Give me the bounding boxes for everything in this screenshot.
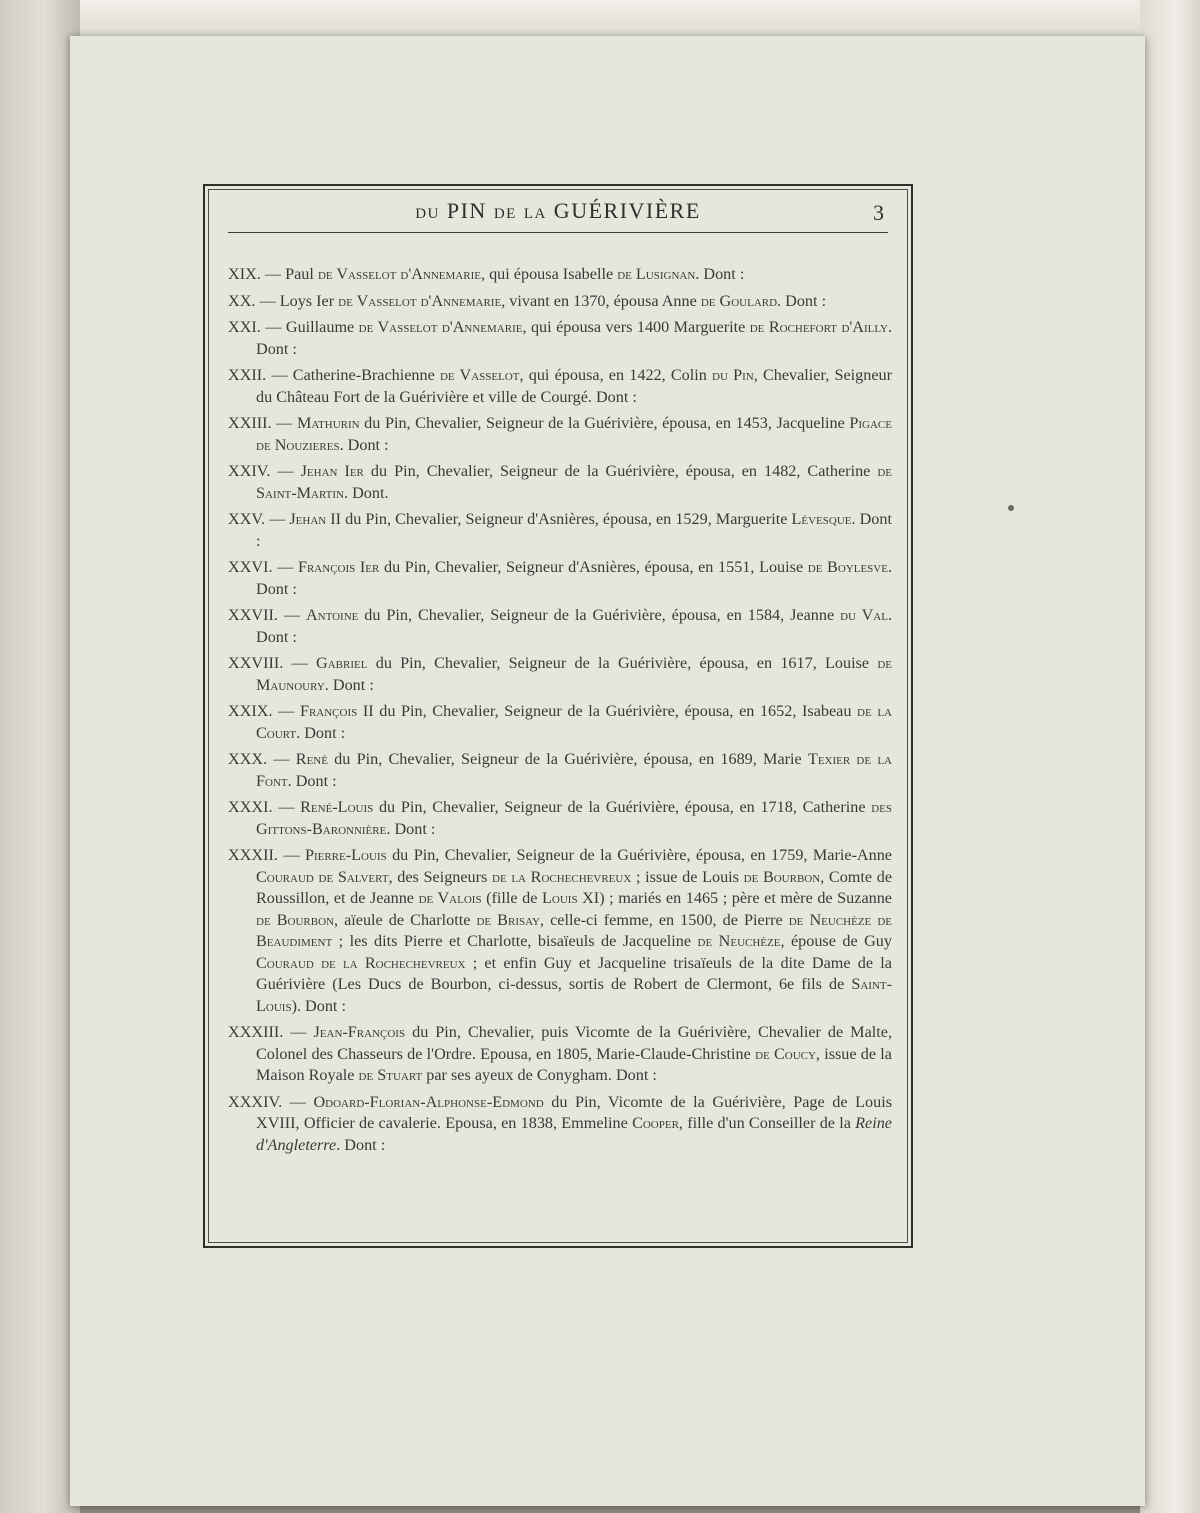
entry-text: Paul bbox=[281, 265, 318, 283]
entry-text: Cooper bbox=[632, 1114, 679, 1132]
page-number: 3 bbox=[873, 200, 884, 225]
genealogy-entry bbox=[228, 749, 892, 792]
running-header bbox=[228, 196, 888, 233]
entry-text: Louis XI bbox=[542, 889, 600, 907]
entry-text: Reine d'Angleterre bbox=[256, 1114, 892, 1154]
entry-text: de Vasselot bbox=[439, 366, 520, 384]
entry-numeral: XIX. — bbox=[228, 265, 282, 283]
entry-text: , épouse de Guy bbox=[780, 932, 892, 950]
entry-text: du Pin, Chevalier, puis Vicomte de la Guérivière, Chevalier de Malte, Colonel des Chasseurs de l'Ordre. Epousa, en 1805, Marie-Claude-Christine bbox=[256, 1023, 892, 1063]
entry-text: de Vasselot d'Annemarie bbox=[358, 318, 523, 336]
entry-text: ; issue de Louis bbox=[631, 867, 744, 886]
entry-text: ) ; mariés en 1465 ; père et mère de Suzanne bbox=[599, 889, 892, 907]
genealogy-entry bbox=[228, 291, 892, 313]
entry-text: Jehan Ier bbox=[300, 462, 364, 480]
entry-text: de Coucy bbox=[755, 1044, 816, 1063]
genealogy-entry bbox=[228, 605, 892, 648]
genealogy-entry bbox=[228, 365, 892, 408]
entry-text: de Maunoury bbox=[256, 654, 893, 694]
entry-text: du Pin, Vicomte de la Guérivière, Page de Louis XVIII, Officier de cavalerie. Epousa, en 1838, Emmeline bbox=[256, 1092, 893, 1132]
entry-text: Pigace de Nouzieres bbox=[256, 414, 892, 454]
entry-text: René-Louis bbox=[300, 798, 374, 816]
entry-text: , aïeule de Charlotte bbox=[333, 910, 477, 929]
entry-text: . Dont : bbox=[256, 510, 892, 550]
entry-text: Odoard-Florian-Alphonse-Edmond bbox=[313, 1092, 544, 1111]
entry-text: du Pin, Chevalier, Seigneur de la Guérivière, épousa, en 1718, Catherine bbox=[373, 798, 872, 816]
entry-text: . Dont. bbox=[344, 483, 389, 502]
entry-numeral: XXVII. — bbox=[228, 606, 301, 624]
entry-numeral: XX. — bbox=[228, 291, 276, 310]
genealogy-entry bbox=[228, 653, 892, 696]
header-title: du PIN de la GUÉRIVIÈRE bbox=[415, 198, 701, 223]
entry-numeral: XXXIV. — bbox=[228, 1092, 306, 1111]
entry-text: par ses ayeux de Conygham. Dont : bbox=[422, 1066, 657, 1084]
entry-text: , qui épousa Isabelle bbox=[480, 265, 618, 283]
entry-numeral: XXXI. — bbox=[228, 798, 295, 816]
entry-text: du Pin, Chevalier, Seigneur de la Guérivière, épousa, en 1453, Jacqueline bbox=[359, 414, 850, 432]
entry-text: . Dont : bbox=[296, 723, 346, 742]
entry-text: , celle-ci femme, en 1500, de Pierre bbox=[539, 910, 789, 929]
entry-text: . Dont : bbox=[336, 1135, 386, 1154]
entry-text: des Gittons-Baronnière bbox=[256, 798, 892, 838]
paper-spot bbox=[1008, 505, 1014, 511]
entry-text: de Stuart bbox=[358, 1066, 423, 1084]
entry-text: . Dont : bbox=[324, 675, 374, 694]
entry-text: du Pin, Chevalier, Seigneur de la Guérivière, épousa, en 1759, Marie-Anne bbox=[386, 846, 892, 864]
entry-text: du Pin, Chevalier, Seigneur de la Guérivière, épousa, en 1617, Louise bbox=[367, 654, 878, 672]
entry-text: du Val bbox=[840, 606, 888, 624]
entry-text: Jehan II bbox=[289, 510, 342, 528]
genealogy-entry bbox=[228, 317, 892, 360]
entry-text: du Pin, Chevalier, Seigneur d'Asnières, épousa, en 1529, Marguerite bbox=[341, 510, 792, 528]
entry-text: de Brisay bbox=[476, 910, 540, 929]
genealogy-entry bbox=[228, 509, 892, 552]
entry-text: du Pin, Chevalier, Seigneur de la Guérivière, épousa, en 1482, Catherine bbox=[363, 462, 878, 480]
entry-numeral: XXVIII. — bbox=[228, 654, 308, 672]
entry-numeral: XXIII. — bbox=[228, 414, 293, 432]
entry-text: du Pin bbox=[712, 366, 754, 384]
entry-text: de la Court bbox=[256, 702, 892, 742]
genealogy-entry bbox=[228, 264, 892, 286]
genealogy-entry bbox=[228, 461, 892, 504]
genealogy-entry bbox=[228, 797, 892, 840]
entry-text: du Pin, Chevalier, Seigneur d'Asnières, épousa, en 1551, Louise bbox=[379, 558, 808, 576]
entry-text: François II bbox=[299, 702, 374, 720]
entry-numeral: XXI. — bbox=[228, 318, 282, 336]
entry-text: . Dont : bbox=[695, 265, 745, 283]
entry-text: ; et enfin Guy et Jacqueline trisaïeuls de la dite Dame de la Guérivière (Les Ducs de Bourbon, ci-dessus, sortis de Robert de Clermont, 6e fils de bbox=[256, 953, 892, 993]
entry-text: de Neuchèze bbox=[697, 932, 781, 950]
entry-text: , Comte de Roussillon, et de Jeanne bbox=[256, 867, 893, 907]
entry-text: Gabriel bbox=[316, 654, 368, 672]
book-top-edge bbox=[0, 0, 1200, 40]
genealogy-entry bbox=[228, 557, 892, 600]
genealogy-entry bbox=[228, 845, 892, 1017]
entry-text: de la Rochechevreux bbox=[492, 867, 632, 886]
genealogy-list bbox=[228, 264, 892, 1161]
entry-text: de Goulard bbox=[700, 291, 778, 310]
entry-text: ). Dont : bbox=[291, 996, 346, 1015]
entry-text: . Dont : bbox=[339, 435, 389, 454]
entry-text: de Vasselot d'Annemarie bbox=[317, 265, 481, 283]
entry-text: , qui épousa, en 1422, Colin bbox=[519, 366, 713, 384]
entry-text bbox=[294, 462, 301, 480]
entry-text: . Dont : bbox=[256, 606, 892, 646]
entry-text: Lévesque bbox=[791, 510, 852, 528]
entry-text: de Rochefort d'Ailly bbox=[749, 318, 888, 336]
entry-text: . Dont : bbox=[777, 291, 827, 310]
entry-text: , issue de la Maison Royale bbox=[256, 1044, 892, 1084]
entry-text: , qui épousa vers 1400 Marguerite bbox=[522, 318, 750, 336]
book-left-edge bbox=[0, 0, 80, 1513]
genealogy-entry bbox=[228, 701, 892, 744]
entry-text: Mathurin bbox=[296, 414, 360, 432]
entry-text: , des Seigneurs bbox=[388, 867, 493, 886]
entry-text: François Ier bbox=[297, 558, 380, 576]
entry-text: Couraud de la Rochechevreux bbox=[256, 953, 466, 972]
entry-text: ; les dits Pierre et Charlotte, bisaïeuls de Jacqueline bbox=[332, 932, 698, 950]
entry-text: de Saint-Martin bbox=[256, 462, 893, 502]
entry-text: de Neuchèze de Beaudiment bbox=[256, 910, 892, 950]
entry-text: de Bourbon bbox=[743, 867, 821, 886]
entry-text: Jean-François bbox=[313, 1023, 406, 1041]
entry-text: , Chevalier, Seigneur du Château Fort de la Guérivière et ville de Courgé. Dont : bbox=[256, 366, 892, 406]
entry-text: Loys Ier bbox=[275, 291, 339, 310]
entry-numeral: XXIV. — bbox=[228, 462, 294, 480]
genealogy-entry bbox=[228, 1022, 892, 1087]
entry-text: René bbox=[295, 750, 328, 768]
entry-text: Couraud de Salvert bbox=[256, 867, 389, 886]
entry-text bbox=[306, 1023, 313, 1041]
entry-text: de Boylesve bbox=[807, 558, 888, 576]
entry-text: . Dont : bbox=[256, 318, 892, 358]
genealogy-entry bbox=[228, 413, 892, 456]
entry-numeral: XXXII. — bbox=[228, 846, 300, 864]
entry-text: Guillaume bbox=[281, 318, 359, 336]
entry-text: Texier de la Font bbox=[256, 750, 892, 790]
entry-text: Antoine bbox=[305, 606, 359, 624]
entry-text: de Valois bbox=[418, 889, 482, 907]
entry-text: . Dont : bbox=[386, 819, 436, 838]
entry-text: , vivant en 1370, épousa Anne bbox=[501, 291, 701, 310]
entry-numeral: XXII. — bbox=[228, 366, 288, 384]
entry-text: de Bourbon bbox=[256, 910, 334, 929]
book-right-edge bbox=[1140, 0, 1200, 1513]
genealogy-entry bbox=[228, 1092, 892, 1157]
entry-text: du Pin, Chevalier, Seigneur de la Guérivière, épousa, en 1584, Jeanne bbox=[358, 606, 841, 624]
entry-numeral: XXIX. — bbox=[228, 702, 295, 720]
entry-text: de Vasselot d'Annemarie bbox=[338, 291, 502, 310]
entry-numeral: XXXIII. — bbox=[228, 1023, 307, 1041]
entry-text: du Pin, Chevalier, Seigneur de la Guérivière, épousa, en 1689, Marie bbox=[327, 750, 808, 768]
entry-text: . Dont : bbox=[256, 558, 892, 598]
entry-text: de Lusignan bbox=[617, 265, 696, 283]
entry-text: . Dont : bbox=[287, 771, 337, 790]
entry-text: (fille de bbox=[481, 889, 542, 907]
entry-text: du Pin, Chevalier, Seigneur de la Guérivière, épousa, en 1652, Isabeau bbox=[373, 702, 858, 720]
entry-text bbox=[308, 654, 316, 672]
entry-text: Catherine-Brachienne bbox=[287, 366, 440, 384]
entry-numeral: XXV. — bbox=[228, 510, 286, 528]
entry-text: , fille d'un Conseiller de la bbox=[678, 1114, 856, 1132]
entry-text: Saint-Louis bbox=[256, 975, 892, 1015]
entry-numeral: XXVI. — bbox=[228, 558, 294, 576]
entry-text: Pierre-Louis bbox=[304, 846, 387, 864]
entry-numeral: XXX. — bbox=[228, 750, 290, 768]
